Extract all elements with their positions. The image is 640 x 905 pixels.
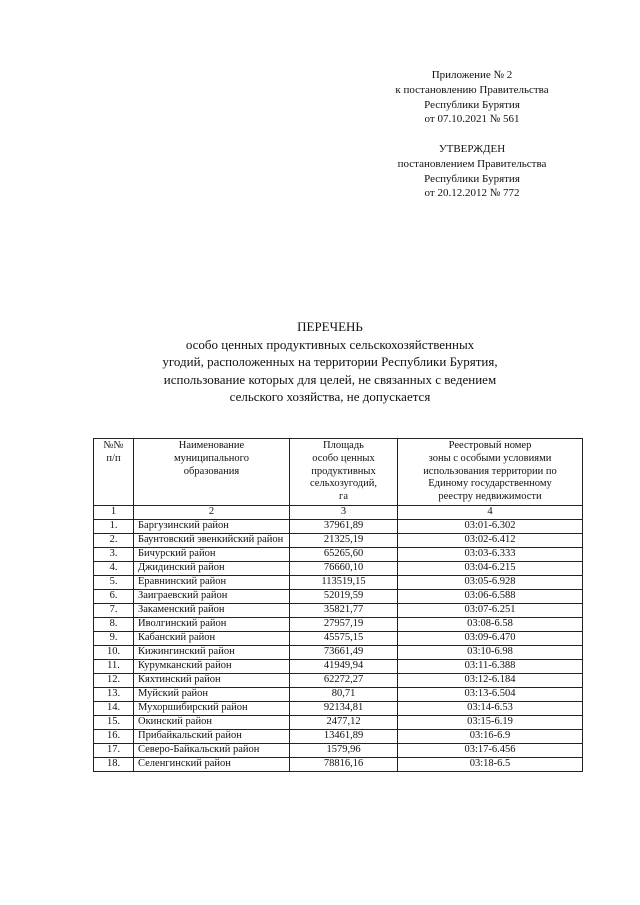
area-value: 80,71: [290, 687, 398, 701]
municipality-name: Кяхтинский район: [134, 673, 290, 687]
row-number: 2.: [94, 533, 134, 547]
row-number: 8.: [94, 617, 134, 631]
header-code: [398, 439, 583, 506]
row-number: 17.: [94, 743, 134, 757]
title-line: особо ценных продуктивных сельскохозяйственных: [185, 336, 475, 352]
registry-number: 03:04-6.215: [398, 561, 583, 575]
column-index-row: [94, 505, 583, 519]
municipality-name: Северо-Байкальский район: [134, 743, 290, 757]
table-row: [94, 659, 583, 673]
municipality-name: Закаменский район: [134, 603, 290, 617]
registry-number: 03:01-6.302: [398, 519, 583, 533]
municipality-name: Еравнинский район: [134, 575, 290, 589]
header-text: муниципального: [174, 452, 249, 464]
registry-number: 03:03-6.333: [398, 547, 583, 561]
table-row: [94, 743, 583, 757]
row-number: 15.: [94, 715, 134, 729]
header-text: продуктивных: [311, 465, 376, 477]
area-value: 21325,19: [290, 533, 398, 547]
header-text: сельхозугодий,: [310, 478, 377, 490]
table-row: [94, 519, 583, 533]
appendix-line: Республики Бурятия: [424, 98, 520, 111]
area-value: 2477,12: [290, 715, 398, 729]
area-value: 92134,81: [290, 701, 398, 715]
area-value: 113519,15: [290, 575, 398, 589]
header-name: [134, 439, 290, 506]
municipality-name: Окинский район: [134, 715, 290, 729]
row-number: 10.: [94, 645, 134, 659]
registry-number: 03:05-6.928: [398, 575, 583, 589]
row-number: 18.: [94, 757, 134, 771]
registry-number: 03:07-6.251: [398, 603, 583, 617]
registry-number: 03:18-6.5: [398, 757, 583, 771]
municipality-name: Мухоршибирский район: [134, 701, 290, 715]
area-value: 78816,16: [290, 757, 398, 771]
municipality-name: Кижингинский район: [134, 645, 290, 659]
header-text: Площадь: [323, 440, 364, 451]
area-value: 52019,59: [290, 589, 398, 603]
row-number: 5.: [94, 575, 134, 589]
index-cell: 4: [398, 505, 583, 519]
municipality-name: Кабанский район: [134, 631, 290, 645]
row-number: 6.: [94, 589, 134, 603]
municipality-name: Прибайкальский район: [134, 729, 290, 743]
header-text: п/п: [106, 452, 121, 464]
appendix-block: [357, 68, 587, 127]
table-row: [94, 715, 583, 729]
title-line: сельского хозяйства, не допускается: [229, 389, 431, 404]
area-value: 13461,89: [290, 729, 398, 743]
row-number: 11.: [94, 659, 134, 673]
index-cell: 3: [290, 505, 398, 519]
row-number: 1.: [94, 519, 134, 533]
registry-number: 03:12-6.184: [398, 673, 583, 687]
area-value: 35821,77: [290, 603, 398, 617]
area-value: 1579,96: [290, 743, 398, 757]
index-cell: 2: [134, 505, 290, 519]
title-line: ПЕРЕЧЕНЬ: [297, 319, 363, 334]
row-number: 12.: [94, 673, 134, 687]
municipality-name: Курумканский район: [134, 659, 290, 673]
municipality-name: Заиграевский район: [134, 589, 290, 603]
area-value: 27957,19: [290, 617, 398, 631]
registry-number: 03:10-6.98: [398, 645, 583, 659]
municipality-name: Муйский район: [134, 687, 290, 701]
approved-line: постановлением Правительства: [397, 157, 547, 170]
row-number: 4.: [94, 561, 134, 575]
header-text: Наименование: [178, 440, 245, 451]
registry-number: 03:14-6.53: [398, 701, 583, 715]
title-line: использование которых для целей, не связанных с ведением: [163, 371, 497, 387]
registry-number: 03:11-6.388: [398, 659, 583, 673]
municipality-name: Иволгинский район: [134, 617, 290, 631]
area-value: 73661,49: [290, 645, 398, 659]
table-row: [94, 757, 583, 771]
registry-number: 03:16-6.9: [398, 729, 583, 743]
table-row: [94, 687, 583, 701]
municipality-name: Баргузинский район: [134, 519, 290, 533]
table-row: [94, 561, 583, 575]
table-row: [94, 589, 583, 603]
area-value: 65265,60: [290, 547, 398, 561]
approved-line: УТВЕРЖДЕН: [438, 143, 506, 155]
table-row: [94, 631, 583, 645]
registry-number: 03:02-6.412: [398, 533, 583, 547]
header-text: реестру недвижимости: [438, 491, 542, 503]
row-number: 16.: [94, 729, 134, 743]
table-header-row: [94, 439, 583, 506]
table-row: [94, 533, 583, 547]
municipality-name: Бичурский район: [134, 547, 290, 561]
municipality-name: Селенгинский район: [134, 757, 290, 771]
row-number: 9.: [94, 631, 134, 645]
header-text: га: [339, 491, 348, 503]
appendix-line: Приложение № 2: [431, 69, 513, 81]
header-text: использования территории по: [423, 465, 557, 477]
header-text: Реестровый номер: [448, 440, 532, 451]
registry-number: 03:08-6.58: [398, 617, 583, 631]
registry-number: 03:17-6.456: [398, 743, 583, 757]
lands-table: [93, 438, 583, 772]
title-line: угодий, расположенных на территории Республики Бурятия,: [162, 354, 498, 369]
registry-number: 03:06-6.588: [398, 589, 583, 603]
registry-number: 03:13-6.504: [398, 687, 583, 701]
table-row: [94, 547, 583, 561]
area-value: 41949,94: [290, 659, 398, 673]
area-value: 62272,27: [290, 673, 398, 687]
approved-line: Республики Бурятия: [424, 172, 520, 185]
row-number: 13.: [94, 687, 134, 701]
registry-number: 03:15-6.19: [398, 715, 583, 729]
document-title: [100, 318, 560, 406]
approved-line: от 20.12.2012 № 772: [424, 187, 520, 200]
table-row: [94, 645, 583, 659]
area-value: 76660,10: [290, 561, 398, 575]
area-value: 37961,89: [290, 519, 398, 533]
table-row: [94, 603, 583, 617]
header-area: [290, 439, 398, 506]
appendix-line: от 07.10.2021 № 561: [424, 113, 520, 126]
header-text: особо ценных: [312, 452, 375, 464]
header-num: [94, 439, 134, 506]
header-text: №№: [103, 440, 124, 451]
approved-block: [357, 142, 587, 201]
row-number: 7.: [94, 603, 134, 617]
table-row: [94, 673, 583, 687]
table-row: [94, 575, 583, 589]
table-row: [94, 729, 583, 743]
row-number: 3.: [94, 547, 134, 561]
municipality-name: Баунтовский эвенкийский район: [134, 533, 290, 547]
appendix-line: к постановлению Правительства: [395, 83, 549, 96]
area-value: 45575,15: [290, 631, 398, 645]
table-row: [94, 701, 583, 715]
header-text: Единому государственному: [428, 478, 552, 490]
header-text: образования: [183, 465, 240, 477]
index-cell: 1: [94, 505, 134, 519]
header-text: зоны с особыми условиями: [428, 452, 552, 464]
registry-number: 03:09-6.470: [398, 631, 583, 645]
municipality-name: Джидинский район: [134, 561, 290, 575]
row-number: 14.: [94, 701, 134, 715]
table-row: [94, 617, 583, 631]
